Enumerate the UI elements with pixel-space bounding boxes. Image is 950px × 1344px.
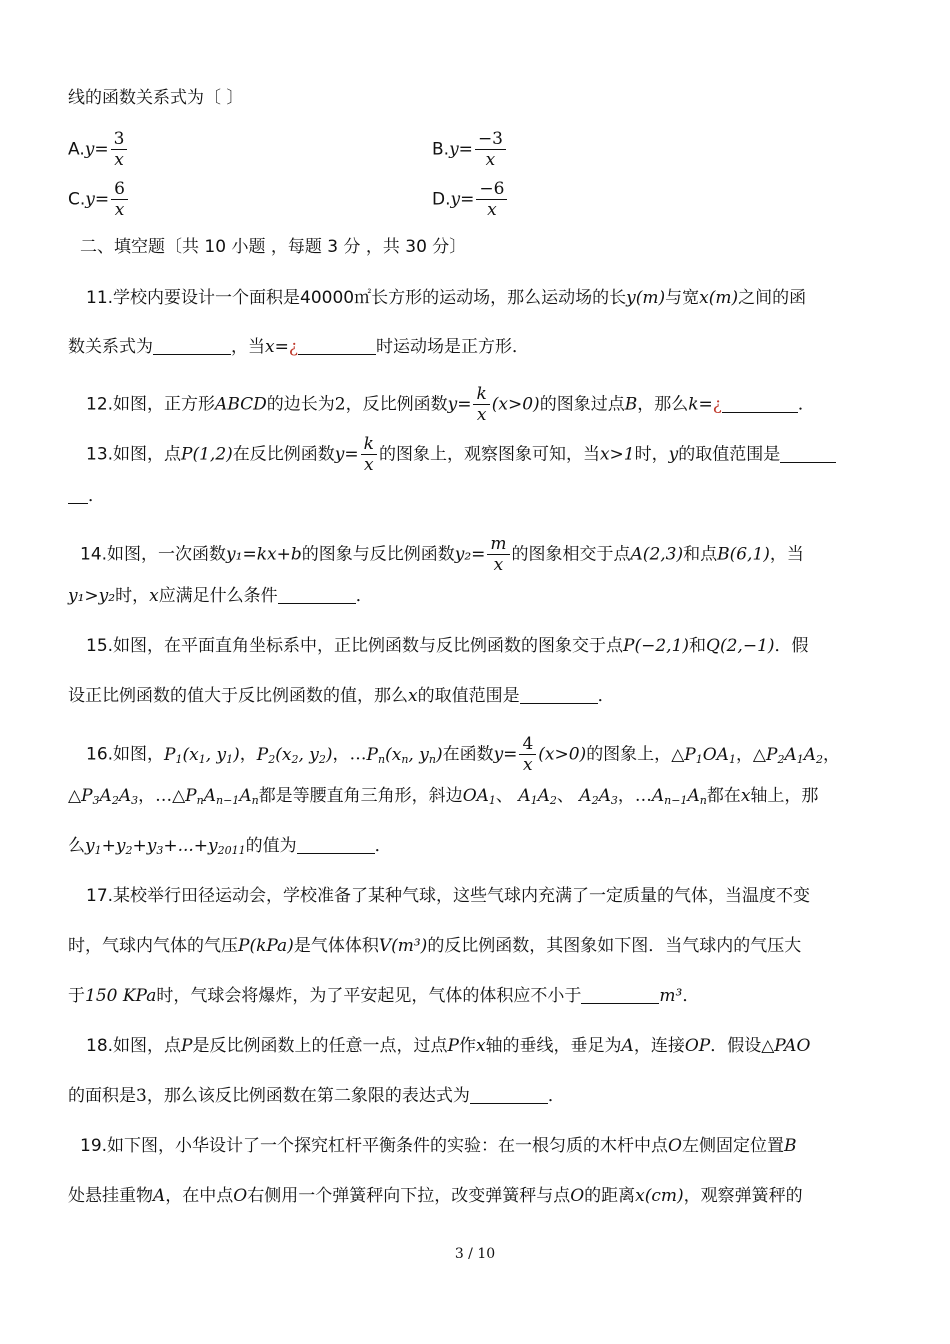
q12-text-a: 12.如图，正方形 (86, 394, 216, 415)
q18-point-p-2: P (447, 1036, 459, 1056)
q19-text-c: 处悬挂重物 (68, 1186, 153, 1206)
q14-text-h: ． (355, 586, 373, 606)
q14-num: m (487, 534, 509, 555)
q13-fraction (361, 434, 377, 475)
q16-text-b: 在函数 (442, 744, 494, 765)
q13-text-a: 13.如图，点 (86, 444, 182, 465)
q18-text-e: ，连接 (633, 1036, 685, 1056)
q19-line-2 (68, 1184, 883, 1208)
q15-point-q: Q(2,−1) (706, 636, 775, 656)
q18-line-2 (68, 1084, 883, 1108)
option-a-num: 3 (111, 129, 128, 150)
q16-fraction (519, 734, 536, 775)
q12-text-d: 的图象过点 (539, 394, 625, 415)
q15-var-x: x (408, 686, 418, 706)
q11-text-b: 与宽 (665, 288, 700, 308)
q12-den: x (476, 405, 487, 425)
option-c[interactable] (68, 179, 130, 220)
q12-line-1 (86, 384, 901, 424)
q13-text-c: 的图象上，观察图象可知，当 (378, 444, 600, 465)
q15-text-e: 的取值范围是 (417, 686, 520, 706)
q11-text-a: 11.学校内要设计一个面积是40000㎡长方形的运动场，那么运动场的长 (86, 288, 627, 308)
option-c-den: x (114, 200, 125, 220)
option-c-num: 6 (111, 179, 128, 200)
q19-weight-a: A (153, 1186, 166, 1206)
q16-text-d: 都是等腰直角三角形，斜边 (258, 786, 463, 806)
q14-text-e: ，当 (769, 544, 804, 565)
q14-line-1 (80, 534, 895, 574)
q17-line-2 (68, 934, 883, 958)
q16-line-3 (68, 834, 883, 863)
option-d-fraction (476, 179, 507, 220)
q12-point: B (624, 394, 638, 415)
q16-cond: (x>0) (538, 744, 587, 765)
q17-text-e: 于 (68, 986, 85, 1006)
q17-volume: V(m³) (378, 936, 428, 956)
q11-line-1 (86, 286, 901, 310)
q19-text-a: 19.如下图，小华设计了一个探究杠杆平衡条件的实验：在一根匀质的木杆中点 (80, 1136, 669, 1156)
q12-odd-glyph: ¿ (712, 394, 722, 415)
q15-text-b: 和 (689, 636, 707, 656)
q14-text-d: 和点 (683, 544, 718, 565)
q14-ineq: y₁>y₂ (68, 586, 116, 606)
q18-text-c: 作 (458, 1036, 476, 1056)
q11-unit-2: (m) (708, 288, 739, 308)
q18-point-p: P (181, 1036, 193, 1056)
q18-text-h: ，那么该反比例函数在第二象限的表达式为 (146, 1086, 470, 1106)
q16-lhs: y= (493, 744, 518, 765)
q13-text-d: 时， (634, 444, 669, 465)
option-b-num: −3 (475, 129, 506, 150)
q14-text-a: 14.如图，一次函数 (80, 544, 227, 565)
q12-text-e: ，那么 (637, 394, 689, 415)
q17-text-f: 时，气球会将爆炸，为了平安起见，气体的体积应不小于 (156, 986, 582, 1006)
page-number: 3 / 10 (454, 1246, 496, 1262)
answer-blank[interactable] (470, 1102, 548, 1104)
q15-text-a: 15.如图，在平面直角坐标系中，正比例函数与反比例函数的图象交于点 (86, 636, 624, 656)
q12-text-c: ，反比例函数 (345, 394, 448, 415)
q15-text-f: ． (597, 686, 615, 706)
q19-text-g: ，观察弹簧秤的 (683, 1186, 803, 1206)
q12-cond: (x>0) (491, 394, 540, 415)
q16-var-x: x (740, 786, 751, 806)
option-a[interactable] (68, 129, 129, 170)
q16-line-2 (68, 784, 883, 813)
q14-den: x (493, 555, 504, 575)
answer-blank[interactable] (68, 502, 88, 504)
option-c-label: C. (68, 189, 86, 210)
q19-text-e: 右侧用一个弹簧秤向下拉，改变弹簧秤与点 (247, 1186, 571, 1206)
q18-area: 3 (136, 1086, 147, 1106)
q19-point-b: B (783, 1136, 797, 1156)
q12-side: 2 (334, 394, 346, 415)
q17-line-3 (68, 984, 883, 1008)
answer-blank[interactable] (722, 411, 798, 413)
q16-num: 4 (519, 734, 536, 755)
q12-num: k (473, 384, 489, 405)
q18-triangle: PAO (774, 1036, 811, 1056)
q11-text-d: 数关系式为 (68, 337, 153, 357)
q15-point-p: P(−2,1) (623, 636, 690, 656)
q19-line-1 (80, 1134, 895, 1158)
q13-den: x (364, 455, 374, 475)
q17-text-b: 时，气球内气体的气压 (68, 936, 238, 956)
q11-text-c: 之间的函 (738, 288, 807, 308)
q13-text-b: 在反比例函数 (232, 444, 335, 465)
q19-text-b: 左侧固定位置 (681, 1136, 784, 1156)
q16-den: x (523, 755, 533, 775)
answer-blank[interactable] (298, 353, 376, 355)
q14-lhs: y₂= (454, 544, 486, 565)
q16-hypotenuses: OA1、 A1A2、 A2A3，$\dots A_{n-1}A_n$ (462, 786, 707, 807)
section-heading (80, 235, 895, 259)
q19-text-d: ，在中点 (165, 1186, 234, 1206)
q12-text-b: 的边长为 (266, 394, 335, 415)
option-d[interactable] (432, 179, 509, 220)
option-d-label: D. (432, 189, 451, 210)
q18-text-f: ．假设△ (710, 1036, 775, 1056)
q13-var-y: y (668, 444, 679, 465)
q17-text-c: 是气体体积 (293, 936, 379, 956)
q13-text-e: 的取值范围是 (678, 444, 781, 465)
option-b-fraction (475, 129, 506, 170)
q12-text-f: ． (797, 394, 815, 415)
q19-point-o: O (668, 1136, 682, 1156)
q11-text-f: 时运动场是正方形． (375, 337, 529, 357)
q12-lhs: y= (447, 394, 472, 415)
q17-line-1 (86, 884, 901, 908)
q18-point-a: A (621, 1036, 634, 1056)
option-a-label: A. (68, 139, 85, 160)
option-d-lhs: y= (450, 189, 475, 210)
q11-var-y: y (626, 288, 636, 308)
q11-text-e: ，当 (231, 337, 265, 357)
q11-unit-1: (m) (635, 288, 666, 308)
q13-cond: x>1 (599, 444, 635, 465)
answer-blank[interactable] (581, 1002, 659, 1004)
q13-line-2 (68, 484, 883, 508)
q17-pressure: P(kPa) (238, 936, 294, 956)
q19-point-o-3: O (570, 1186, 585, 1206)
answer-blank[interactable] (520, 702, 598, 704)
answer-blank[interactable] (297, 852, 375, 854)
option-c-fraction (111, 179, 128, 220)
q12-square: ABCD (215, 394, 267, 415)
q14-fraction (487, 534, 509, 575)
q11-eq: x= (265, 337, 289, 357)
q14-text-c: 的图象相交于点 (511, 544, 631, 565)
q11-odd-glyph: ¿ (288, 337, 298, 357)
q14-var-x: x (149, 586, 159, 606)
option-b-lhs: y= (449, 139, 473, 160)
q16-text-e: 都在 (706, 786, 741, 806)
answer-blank[interactable] (153, 353, 231, 355)
q15-line-2 (68, 684, 883, 708)
q16-sum: y1+y2+y3+...+y2011 (85, 836, 246, 857)
q15-text-c: ．假 (774, 636, 809, 656)
option-c-lhs: y= (85, 189, 110, 210)
q17-text-a: 17.某校举行田径运动会，学校准备了某种气球，这些气球内充满了一定质量的气体，当温度不变 (86, 886, 811, 906)
q14-text-g: 应满足什么条件 (158, 586, 278, 606)
q16-text-i: ． (374, 836, 392, 856)
option-d-num: −6 (476, 179, 507, 200)
q14-text-f: 时， (115, 586, 150, 606)
q10-options-row-2 (68, 179, 883, 223)
q17-text-g: ． (682, 986, 700, 1006)
q16-text-a: 16.如图， (86, 744, 165, 765)
answer-blank[interactable] (278, 602, 356, 604)
q18-text-d: 轴的垂线，垂足为 (485, 1036, 622, 1056)
q16-text-g: 么 (68, 836, 85, 856)
answer-blank[interactable] (780, 461, 836, 463)
q18-text-a: 18.如图，点 (86, 1036, 182, 1056)
q13-line-1 (86, 434, 901, 474)
q12-keq: k= (688, 394, 713, 415)
q16-points-sequence: P1(x1, y1) (164, 744, 240, 766)
q18-var-x: x (475, 1036, 486, 1056)
option-d-den: x (487, 200, 497, 220)
section-heading-text: 二、填空题〔共 10 小题 ，每题 3 分 ，共 30 分〕 (80, 237, 467, 257)
option-b-den: x (485, 150, 496, 170)
q13-text-f: ． (88, 486, 105, 506)
q13-lhs: y= (334, 444, 359, 465)
option-a-den: x (114, 150, 124, 170)
option-b[interactable] (432, 129, 508, 170)
q14-line-2 (68, 584, 883, 608)
option-a-lhs: y= (84, 139, 109, 160)
q12-fraction (473, 384, 489, 425)
q18-text-b: 是反比例函数上的任意一点，过点 (192, 1036, 448, 1056)
q16-line-1: 16.如图，P1(x1, y1)，P2(x2, y2)，$\dots P_n(x_n$, $y_n$)在函数y= $\frac{4}{x}$ (x>0)的图象上，△P1OA1，△P2A1A2， (86, 734, 841, 775)
q17-text-d: 的反比例函数，其图象如下图．当气球内的气压大 (427, 936, 802, 956)
q18-text-i: ． (547, 1086, 565, 1106)
q18-line-1 (86, 1034, 901, 1058)
q16-text-f: 轴上，那 (750, 786, 819, 806)
q15-text-d: 设正比例函数的值大于反比例函数的值，那么 (68, 686, 408, 706)
q19-point-o-2: O (233, 1186, 248, 1206)
option-a-fraction (111, 129, 128, 170)
q16-text-c: 的图象上， (586, 744, 672, 765)
q16-text-h: 的值为 (245, 836, 297, 856)
q17-unit: m³ (659, 986, 683, 1006)
q11-line-2 (68, 335, 883, 359)
q13-point: P(1,2) (181, 444, 233, 465)
option-b-label: B. (432, 139, 450, 160)
q19-distance: x(cm) (635, 1186, 684, 1206)
q18-text-g: 的面积是 (68, 1086, 136, 1106)
q17-threshold: 150 KPa (85, 986, 157, 1006)
q19-text-f: 的距离 (584, 1186, 636, 1206)
q18-segment-op: OP (684, 1036, 711, 1056)
q15-line-1 (86, 634, 901, 658)
q16-triangles-a: △P1OA1，△P2A1A2， (671, 744, 841, 766)
q16-triangles-b: △P3A2A3，$\dots\triangle P_nA_{n-1}A_n$ (68, 786, 259, 807)
q13-num: k (361, 434, 377, 455)
q14-linear: y₁=kx+b (226, 544, 302, 565)
q10-options-row-1 (68, 129, 883, 173)
q10-stem (68, 86, 883, 110)
q14-point-a: A(2,3) (630, 544, 684, 565)
q14-text-b: 的图象与反比例函数 (301, 544, 455, 565)
q10-tail-text: 线的函数关系式为〔 〕 (68, 88, 244, 108)
q11-var-x: x (699, 288, 709, 308)
q14-point-b: B(6,1) (717, 544, 770, 565)
